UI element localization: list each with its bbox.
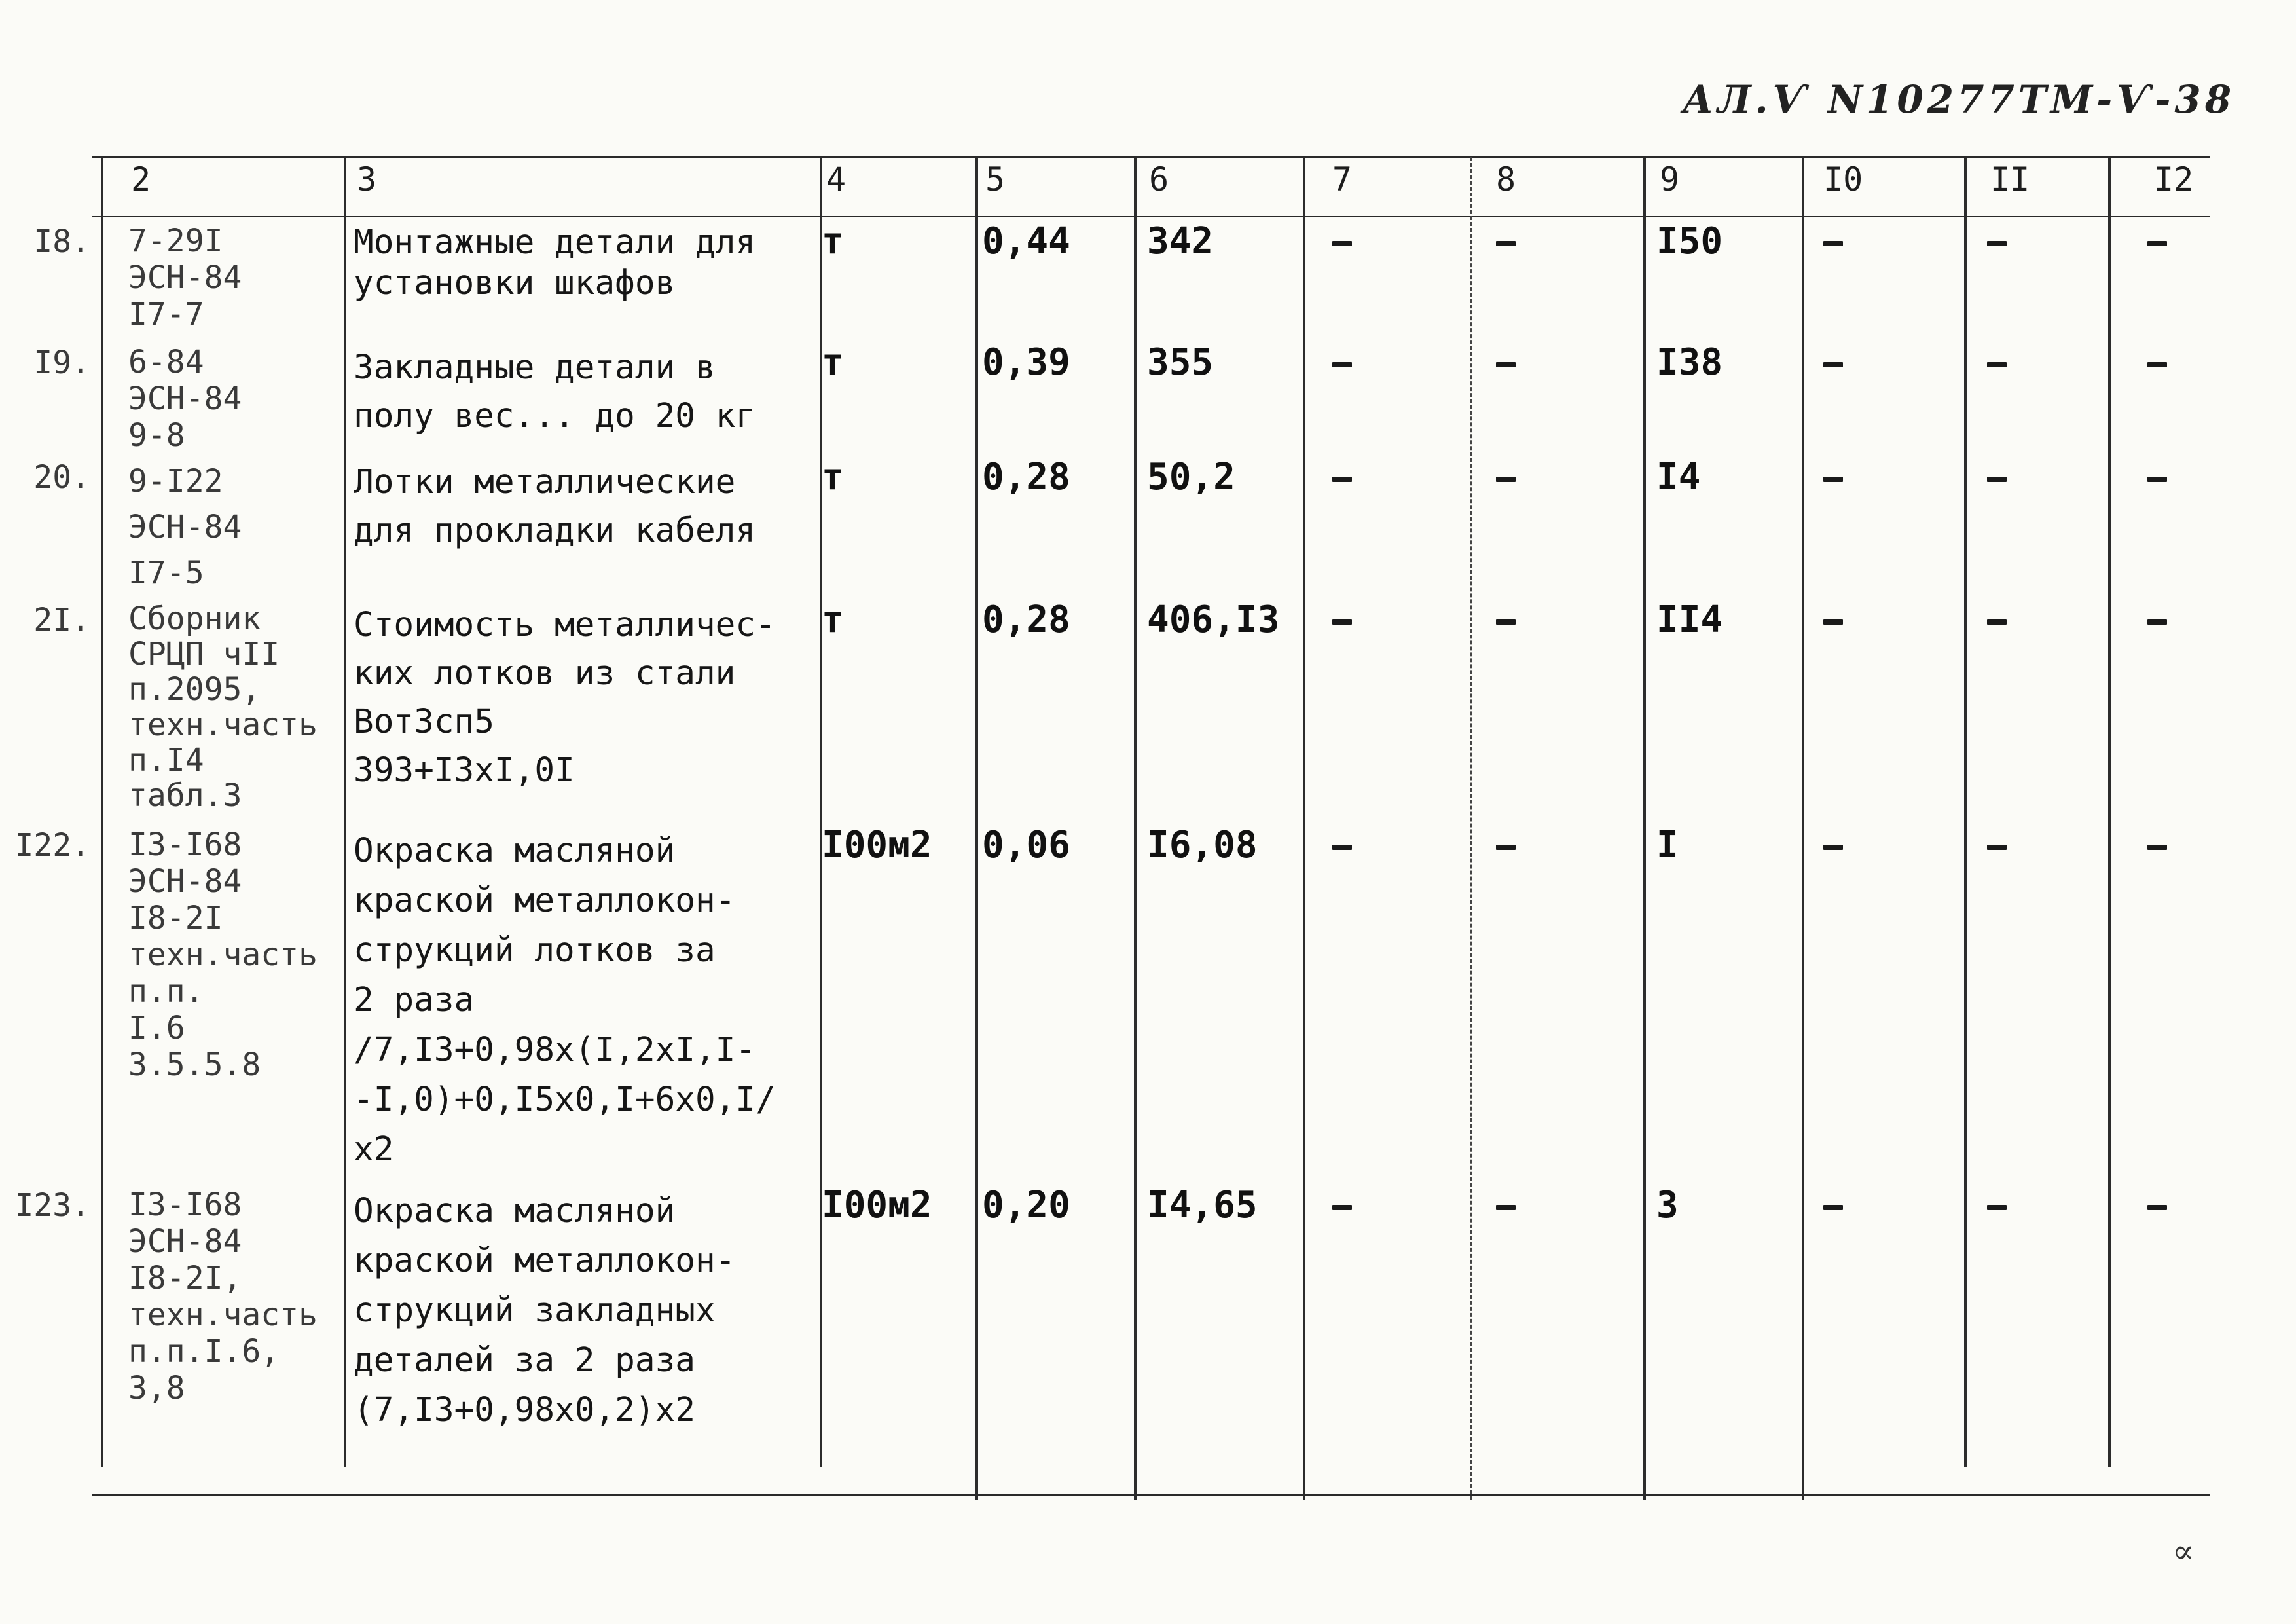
reference-line: 7-29I [128,223,223,259]
empty-dash [1823,845,1843,850]
description-line: струкций закладных [354,1291,716,1330]
description-line: полу вес... до 20 кг [354,397,756,435]
empty-dash [1496,241,1516,246]
reference-line: ЭСН-84 [128,380,242,417]
description-line: ВотЗсп5 [354,703,494,741]
column-rule [2108,157,2111,1467]
empty-dash [2147,619,2167,625]
reference-line: 9-I22 [128,463,223,500]
reference-line: 6-84 [128,344,204,380]
row-number: I22. [14,827,90,864]
unit-cell: I00м2 [822,1184,932,1227]
corner-mark: ∝ [2172,1532,2195,1570]
unit-cell: т [822,341,844,384]
document-code: АЛ.Ѵ N10277ТМ-Ѵ-38 [1683,77,2236,122]
reference-line: I7-7 [128,296,204,333]
empty-dash [2147,1205,2167,1210]
empty-dash [1987,1205,2007,1210]
empty-dash [1332,241,1352,246]
unit-cell: т [822,599,844,641]
description-line: установки шкафов [354,264,676,303]
reference-line: п.2095, [128,671,261,708]
reference-line: I.6 [128,1010,185,1046]
reference-line: 3,8 [128,1370,185,1407]
column-rule [975,157,978,1500]
description-line: x2 [354,1130,394,1169]
empty-dash [1823,1205,1843,1210]
row-number: I23. [14,1187,90,1224]
reference-line: табл.3 [128,777,242,814]
empty-dash [1987,845,2007,850]
reference-line: техн.часть [128,1297,318,1333]
description-line: ких лотков из стали [354,654,736,693]
reference-line: техн.часть [128,707,318,743]
c9-cell: II4 [1656,599,1723,641]
reference-line: ЭСН-84 [128,509,242,545]
empty-dash [1332,477,1352,482]
empty-dash [1496,619,1516,625]
description-line: для прокладки кабеля [354,511,756,550]
reference-cell [128,344,344,454]
description-line: краской металлокон- [354,881,736,920]
unit-cell: т [822,220,844,263]
reference-line: I7-5 [128,555,204,591]
description-cell [354,1187,812,1435]
c9-cell: I4 [1656,456,1701,498]
empty-dash [2147,477,2167,482]
row-number: I8. [33,223,90,260]
description-line: Окраска масляной [354,832,676,870]
reference-line: п.I4 [128,742,204,779]
reference-cell [128,223,344,333]
reference-line: I8-2I [128,900,223,936]
column-rule [1303,157,1305,1500]
description-cell [354,223,812,304]
description-line: краской металлокон- [354,1242,736,1280]
reference-line: ЭСН-84 [128,259,242,296]
c9-cell: I [1656,824,1679,866]
column-rule [1802,157,1804,1500]
column-number: I0 [1823,160,1863,198]
reference-cell [128,826,344,1083]
empty-dash [1332,1205,1352,1210]
description-line: -I,0)+0,I5x0,I+6x0,I/ [354,1080,776,1119]
column-number: 4 [826,160,847,198]
column-number: 7 [1332,160,1353,198]
c9-cell: 3 [1656,1184,1679,1227]
reference-line: Сборник [128,600,261,637]
empty-dash [1496,477,1516,482]
description-line: Стоимость металличес- [354,606,776,644]
reference-cell [128,458,344,596]
unit-cell: т [822,456,844,498]
empty-dash [1496,362,1516,367]
reference-line: I3-I68 [128,1187,242,1223]
reference-line: I3-I68 [128,826,242,863]
unit-cell: I00м2 [822,824,932,866]
column-number: 3 [357,160,377,198]
reference-line: СРЦП чII [128,636,280,673]
reference-line: п.п. [128,973,204,1010]
reference-line: 3.5.5.8 [128,1046,261,1083]
column-rule [1643,157,1646,1500]
empty-dash [1496,845,1516,850]
column-number: 2 [131,160,151,198]
reference-line: ЭСН-84 [128,863,242,900]
column-number: 9 [1660,160,1680,198]
description-line: Монтажные детали для [354,223,756,262]
qty-cell: 0,44 [982,220,1070,263]
description-cell [354,601,812,795]
column-number: 8 [1496,160,1516,198]
reference-line: техн.часть [128,936,318,973]
qty-cell: 0,39 [982,341,1070,384]
price-cell: 50,2 [1147,456,1235,498]
price-cell: I4,65 [1147,1184,1258,1227]
description-line: 2 раза [354,981,475,1020]
qty-cell: 0,28 [982,599,1070,641]
description-cell [354,344,812,441]
empty-dash [1987,477,2007,482]
column-number: 5 [985,160,1006,198]
column-rule [1470,157,1472,1500]
price-cell: 406,I3 [1147,599,1280,641]
column-number: II [1990,160,2030,198]
empty-dash [1332,619,1352,625]
price-cell: 342 [1147,220,1214,263]
price-cell: 355 [1147,341,1214,384]
row-number: 2I. [33,602,90,638]
c9-cell: I38 [1656,341,1723,384]
row-number: I9. [33,344,90,381]
reference-line: п.п.I.6, [128,1333,280,1370]
empty-dash [2147,362,2167,367]
empty-dash [1823,619,1843,625]
empty-dash [1987,362,2007,367]
empty-dash [1987,241,2007,246]
qty-cell: 0,28 [982,456,1070,498]
description-cell [354,826,812,1175]
description-line: Окраска масляной [354,1192,676,1230]
empty-dash [1332,845,1352,850]
reference-cell [128,601,344,813]
empty-dash [1332,362,1352,367]
empty-dash [1823,241,1843,246]
empty-dash [1987,619,2007,625]
description-line: Лотки металлические [354,463,736,502]
description-line: Закладные детали в [354,348,716,387]
empty-dash [1496,1205,1516,1210]
description-line: (7,I3+0,98x0,2)x2 [354,1391,695,1430]
reference-line: ЭСН-84 [128,1223,242,1260]
description-cell [354,458,812,555]
price-cell: I6,08 [1147,824,1258,866]
description-line: /7,I3+0,98x(I,2xI,I- [354,1031,756,1069]
empty-dash [1823,477,1843,482]
reference-cell [128,1187,344,1407]
qty-cell: 0,06 [982,824,1070,866]
column-number: I2 [2154,160,2194,198]
c9-cell: I50 [1656,220,1723,263]
column-rule [101,157,103,1467]
row-number: 20. [33,459,90,496]
table-bottom-rule [92,1494,2210,1496]
description-line: деталей за 2 раза [354,1341,695,1380]
empty-dash [1823,362,1843,367]
qty-cell: 0,20 [982,1184,1070,1227]
column-number: 6 [1149,160,1169,198]
empty-dash [2147,845,2167,850]
empty-dash [2147,241,2167,246]
description-line: струкций лотков за [354,931,716,970]
table-top-rule [92,156,2210,158]
description-line: 393+I3xI,0I [354,751,575,790]
column-rule [1964,157,1967,1467]
reference-line: 9-8 [128,417,185,454]
header-bottom-rule [92,216,2210,217]
reference-line: I8-2I, [128,1260,242,1297]
column-rule [1134,157,1137,1500]
